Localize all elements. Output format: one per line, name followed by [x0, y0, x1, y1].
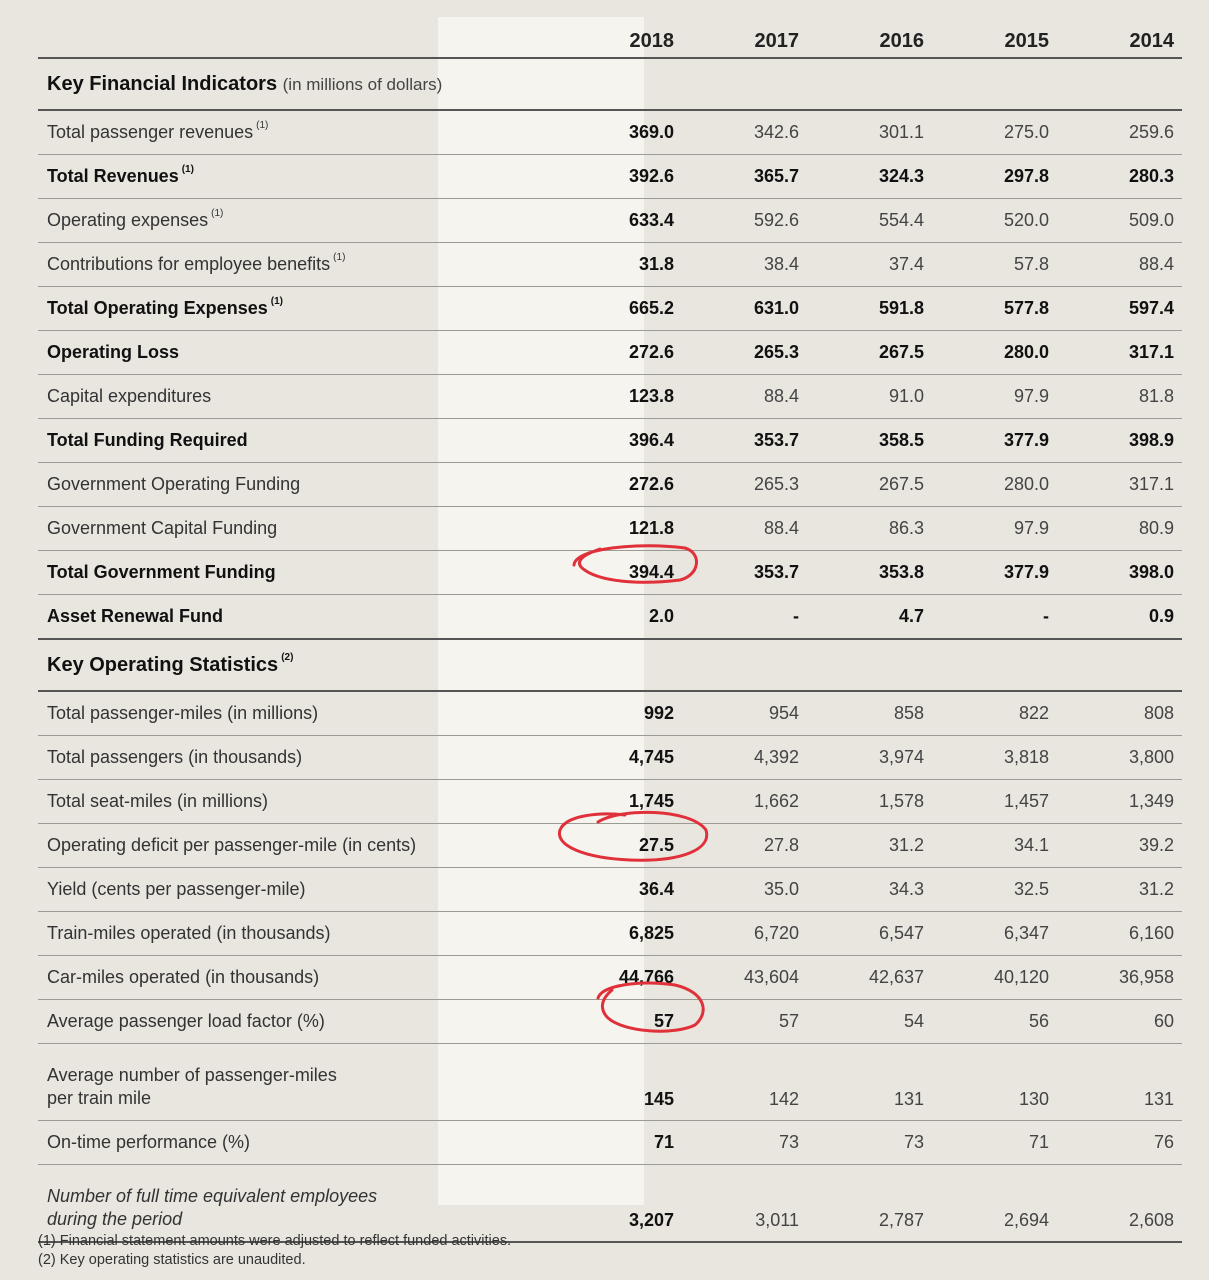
footnotes [38, 1232, 511, 1270]
value-cell: 131 [807, 1044, 932, 1121]
value-cell: 86.3 [807, 507, 932, 551]
row-label-line: Number of full time equivalent employees [47, 1186, 378, 1206]
value-cell: 3,207 [476, 1165, 682, 1243]
value-cell: 396.4 [476, 419, 682, 463]
value-cell: 633.4 [476, 199, 682, 243]
row-label-text: Train-miles operated (in thousands) [47, 923, 331, 943]
table-row [38, 375, 1182, 419]
row-label [38, 243, 476, 287]
footnote-ref: (1) [181, 164, 194, 175]
row-label-text: Yield (cents per passenger-mile) [47, 879, 306, 899]
value-cell: 2.0 [476, 595, 682, 640]
value-cell: 3,974 [807, 736, 932, 780]
value-cell: 2,787 [807, 1165, 932, 1243]
value-cell: 3,800 [1057, 736, 1182, 780]
value-cell: 1,349 [1057, 780, 1182, 824]
financial-table-container [38, 0, 1182, 1243]
value-cell: 265.3 [682, 331, 807, 375]
value-cell: 6,825 [476, 912, 682, 956]
row-label-text: Operating Loss [47, 342, 180, 362]
value-cell: 280.3 [1057, 155, 1182, 199]
value-cell: 76 [1057, 1121, 1182, 1165]
row-label-text: Total seat-miles (in millions) [47, 791, 269, 811]
row-label-line: per train mile [47, 1088, 152, 1108]
row-label [38, 912, 476, 956]
row-label [38, 736, 476, 780]
year-header-row [38, 17, 1182, 58]
row-label [38, 868, 476, 912]
value-cell: 377.9 [932, 419, 1057, 463]
year-header: 2014 [1057, 17, 1182, 58]
row-label [38, 331, 476, 375]
value-cell: 324.3 [807, 155, 932, 199]
value-cell: 27.5 [476, 824, 682, 868]
value-cell: 597.4 [1057, 287, 1182, 331]
table-row [38, 912, 1182, 956]
value-cell: 377.9 [932, 551, 1057, 595]
value-cell: 353.7 [682, 419, 807, 463]
row-label [38, 595, 476, 640]
table-row [38, 1000, 1182, 1044]
value-cell: 145 [476, 1044, 682, 1121]
row-label-text: Total passenger revenues [47, 122, 254, 142]
table-row [38, 419, 1182, 463]
value-cell: 6,547 [807, 912, 932, 956]
value-cell: 1,457 [932, 780, 1057, 824]
value-cell: 2,694 [932, 1165, 1057, 1243]
value-cell: 665.2 [476, 287, 682, 331]
value-cell: 858 [807, 691, 932, 736]
row-label [38, 824, 476, 868]
table-row [38, 956, 1182, 1000]
table-row [38, 691, 1182, 736]
value-cell: 123.8 [476, 375, 682, 419]
value-cell: 592.6 [682, 199, 807, 243]
value-cell: 1,662 [682, 780, 807, 824]
row-label-text: Total Funding Required [47, 430, 248, 450]
value-cell: 822 [932, 691, 1057, 736]
value-cell: 554.4 [807, 199, 932, 243]
value-cell: 954 [682, 691, 807, 736]
value-cell: 591.8 [807, 287, 932, 331]
value-cell: 44,766 [476, 956, 682, 1000]
section-operating [38, 639, 1182, 691]
value-cell: 36,958 [1057, 956, 1182, 1000]
value-cell: 394.4 [476, 551, 682, 595]
year-header: 2015 [932, 17, 1057, 58]
year-header: 2018 [476, 17, 682, 58]
table-row [38, 1044, 1182, 1121]
table-row [38, 287, 1182, 331]
year-header: 2017 [682, 17, 807, 58]
row-label-line: during the period [47, 1209, 183, 1229]
value-cell: 398.9 [1057, 419, 1182, 463]
footnote-2: (2) Key operating statistics are unaudited. [38, 1252, 306, 1268]
value-cell: 392.6 [476, 155, 682, 199]
value-cell: 6,720 [682, 912, 807, 956]
value-cell: 88.4 [1057, 243, 1182, 287]
value-cell: 4,745 [476, 736, 682, 780]
row-label-line: Average number of passenger-miles [47, 1065, 337, 1085]
row-label-text: On-time performance (%) [47, 1132, 251, 1152]
row-label [38, 691, 476, 736]
value-cell: 71 [932, 1121, 1057, 1165]
row-label-text: Car-miles operated (in thousands) [47, 967, 320, 987]
value-cell: 34.3 [807, 868, 932, 912]
footnote-ref: (2) [281, 651, 294, 663]
row-label [38, 1044, 476, 1121]
value-cell: 56 [932, 1000, 1057, 1044]
row-label [38, 463, 476, 507]
value-cell: 31.2 [1057, 868, 1182, 912]
table-row [38, 1165, 1182, 1243]
value-cell: 57.8 [932, 243, 1057, 287]
value-cell: 353.8 [807, 551, 932, 595]
value-cell: 42,637 [807, 956, 932, 1000]
value-cell: 358.5 [807, 419, 932, 463]
value-cell: 31.8 [476, 243, 682, 287]
value-cell: 520.0 [932, 199, 1057, 243]
row-label-text: Operating expenses [47, 210, 209, 230]
table-row [38, 155, 1182, 199]
value-cell: 35.0 [682, 868, 807, 912]
value-cell: 38.4 [682, 243, 807, 287]
row-label-text: Total Operating Expenses [47, 298, 268, 318]
value-cell: 808 [1057, 691, 1182, 736]
value-cell: 267.5 [807, 331, 932, 375]
footnote-ref: (1) [256, 120, 269, 131]
value-cell: 342.6 [682, 110, 807, 155]
value-cell: - [932, 595, 1057, 640]
value-cell: 4.7 [807, 595, 932, 640]
value-cell: 36.4 [476, 868, 682, 912]
value-cell: 6,160 [1057, 912, 1182, 956]
value-cell: 365.7 [682, 155, 807, 199]
row-label [38, 1165, 476, 1243]
value-cell: 40,120 [932, 956, 1057, 1000]
value-cell: 81.8 [1057, 375, 1182, 419]
table-row [38, 1121, 1182, 1165]
value-cell: 60 [1057, 1000, 1182, 1044]
section-title: Key Financial Indicators [47, 72, 278, 95]
row-label-text: Capital expenditures [47, 386, 212, 406]
table-row [38, 463, 1182, 507]
table-row [38, 824, 1182, 868]
value-cell: 353.7 [682, 551, 807, 595]
value-cell: 91.0 [807, 375, 932, 419]
value-cell: 280.0 [932, 331, 1057, 375]
footnote-ref: (1) [270, 296, 283, 307]
value-cell: 509.0 [1057, 199, 1182, 243]
row-label [38, 1121, 476, 1165]
row-label [38, 780, 476, 824]
table-row [38, 736, 1182, 780]
value-cell: 121.8 [476, 507, 682, 551]
section-subtitle: (in millions of dollars) [282, 74, 443, 94]
row-label-text: Total Revenues [47, 166, 179, 186]
value-cell: 142 [682, 1044, 807, 1121]
row-label-text: Total passengers (in thousands) [47, 747, 303, 767]
row-label [38, 551, 476, 595]
value-cell: 32.5 [932, 868, 1057, 912]
value-cell: 631.0 [682, 287, 807, 331]
value-cell: 37.4 [807, 243, 932, 287]
table-row [38, 551, 1182, 595]
row-label-text: Average passenger load factor (%) [47, 1011, 325, 1031]
row-label-text: Government Operating Funding [47, 474, 301, 494]
value-cell: 369.0 [476, 110, 682, 155]
footnote-ref: (1) [333, 252, 346, 263]
value-cell: 280.0 [932, 463, 1057, 507]
row-label [38, 375, 476, 419]
value-cell: 267.5 [807, 463, 932, 507]
section-financial [38, 58, 1182, 110]
value-cell: 0.9 [1057, 595, 1182, 640]
row-label [38, 287, 476, 331]
year-header: 2016 [807, 17, 932, 58]
row-label-text: Total passenger-miles (in millions) [47, 703, 319, 723]
value-cell: 43,604 [682, 956, 807, 1000]
value-cell: - [682, 595, 807, 640]
value-cell: 3,818 [932, 736, 1057, 780]
value-cell: 97.9 [932, 507, 1057, 551]
row-label [38, 199, 476, 243]
footnote-1: (1) Financial statement amounts were adjusted to reflect funded activities. [38, 1233, 512, 1249]
value-cell: 88.4 [682, 375, 807, 419]
table-row [38, 780, 1182, 824]
financial-table [38, 0, 1182, 1243]
value-cell: 27.8 [682, 824, 807, 868]
table-row [38, 595, 1182, 640]
value-cell: 398.0 [1057, 551, 1182, 595]
value-cell: 1,578 [807, 780, 932, 824]
value-cell: 73 [682, 1121, 807, 1165]
table-row [38, 331, 1182, 375]
row-label-text: Total Government Funding [47, 562, 276, 582]
table-row [38, 507, 1182, 551]
value-cell: 1,745 [476, 780, 682, 824]
value-cell: 73 [807, 1121, 932, 1165]
value-cell: 301.1 [807, 110, 932, 155]
row-label-text: Asset Renewal Fund [47, 606, 224, 626]
row-label-text: Operating deficit per passenger-mile (in cents) [47, 835, 417, 855]
row-label [38, 419, 476, 463]
row-label [38, 956, 476, 1000]
header-blank [38, 17, 476, 58]
table-row [38, 110, 1182, 155]
value-cell: 272.6 [476, 463, 682, 507]
row-label [38, 110, 476, 155]
row-label-text: Contributions for employee benefits [47, 254, 331, 274]
value-cell: 6,347 [932, 912, 1057, 956]
value-cell: 2,608 [1057, 1165, 1182, 1243]
value-cell: 4,392 [682, 736, 807, 780]
value-cell: 130 [932, 1044, 1057, 1121]
value-cell: 297.8 [932, 155, 1057, 199]
value-cell: 317.1 [1057, 331, 1182, 375]
table-row [38, 868, 1182, 912]
value-cell: 34.1 [932, 824, 1057, 868]
value-cell: 131 [1057, 1044, 1182, 1121]
value-cell: 3,011 [682, 1165, 807, 1243]
value-cell: 317.1 [1057, 463, 1182, 507]
value-cell: 54 [807, 1000, 932, 1044]
value-cell: 57 [476, 1000, 682, 1044]
value-cell: 88.4 [682, 507, 807, 551]
value-cell: 577.8 [932, 287, 1057, 331]
value-cell: 992 [476, 691, 682, 736]
row-label [38, 507, 476, 551]
value-cell: 265.3 [682, 463, 807, 507]
row-label-text: Government Capital Funding [47, 518, 278, 538]
value-cell: 272.6 [476, 331, 682, 375]
value-cell: 71 [476, 1121, 682, 1165]
value-cell: 275.0 [932, 110, 1057, 155]
row-label [38, 155, 476, 199]
table-row [38, 243, 1182, 287]
section-title: Key Operating Statistics [47, 653, 279, 676]
value-cell: 31.2 [807, 824, 932, 868]
value-cell: 57 [682, 1000, 807, 1044]
value-cell: 39.2 [1057, 824, 1182, 868]
value-cell: 97.9 [932, 375, 1057, 419]
footnote-ref: (1) [211, 208, 224, 219]
value-cell: 80.9 [1057, 507, 1182, 551]
row-label [38, 1000, 476, 1044]
table-row [38, 199, 1182, 243]
value-cell: 259.6 [1057, 110, 1182, 155]
